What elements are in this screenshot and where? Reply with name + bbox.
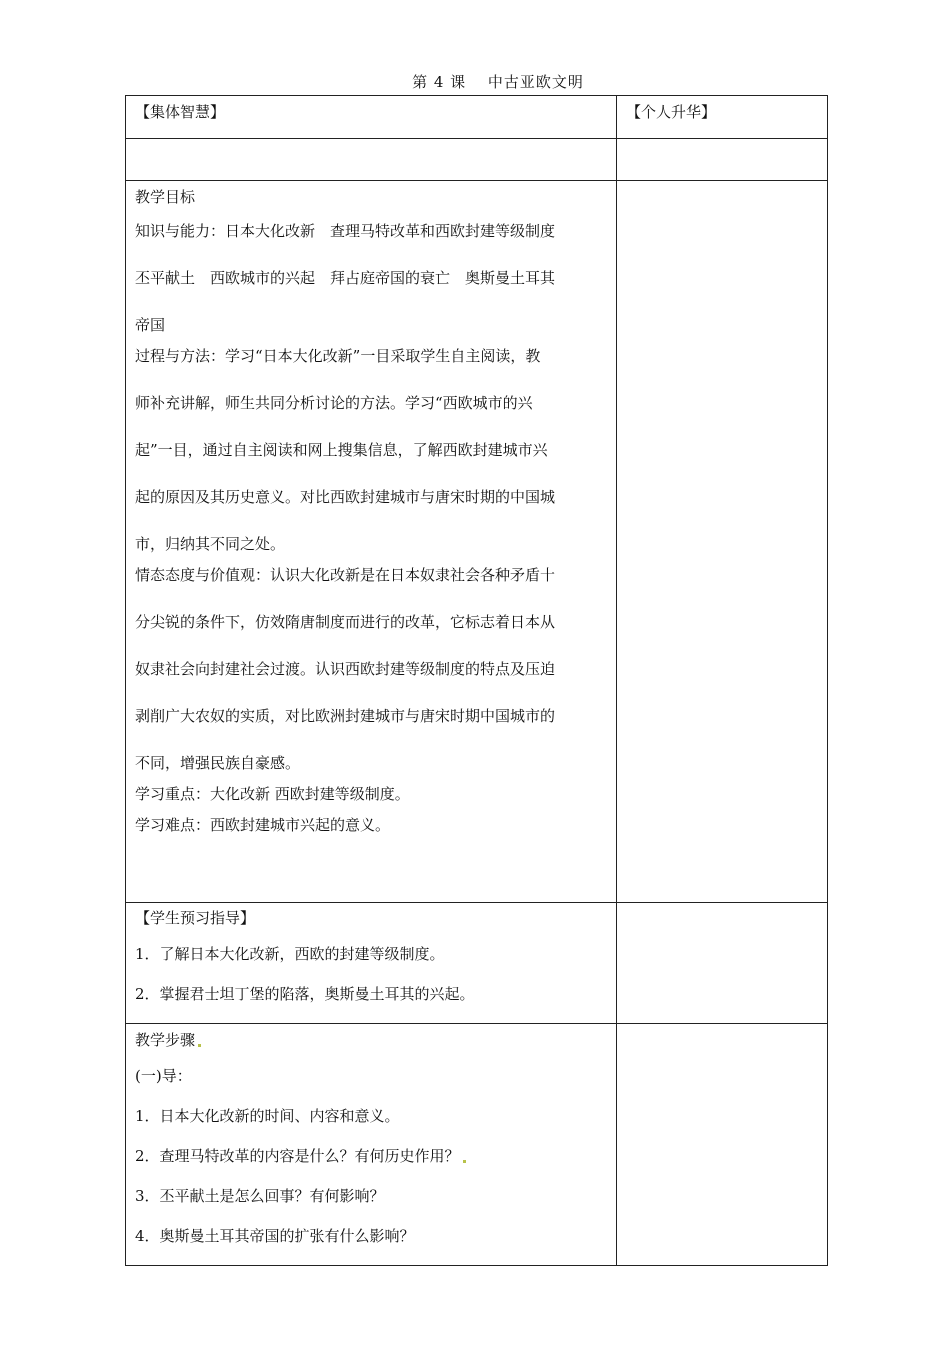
goal-line: 市，归纳其不同之处。 [135, 535, 286, 553]
preview-notes-cell [617, 903, 828, 1024]
goal-line: 过程与方法：学习“日本大化改新”一目采取学生自主阅读，教 [135, 347, 541, 365]
teaching-steps-cell [126, 1024, 617, 1266]
empty-cell-right [617, 139, 828, 181]
goal-line: 剥削广大农奴的实质，对比欧洲封建城市与唐宋时期中国城市的 [135, 707, 556, 725]
empty-row [126, 139, 828, 181]
goal-line: 丕平献土 西欧城市的兴起 拜占庭帝国的衰亡 奥斯曼土耳其 [135, 269, 556, 287]
difficult-point-line: 学习难点：西欧封建城市兴起的意义。 [135, 816, 391, 834]
lesson-table [125, 95, 828, 1266]
dot-mark-icon [463, 1160, 466, 1163]
preview-row [126, 903, 828, 1024]
goals-row [126, 181, 828, 903]
goal-line: 分尖锐的条件下，仿效隋唐制度而进行的改革，它标志着日本从 [135, 613, 556, 631]
goals-notes-cell [617, 181, 828, 903]
preview-item: 1．了解日本大化改新，西欧的封建等级制度。 [135, 945, 445, 963]
step-item: 1．日本大化改新的时间、内容和意义。 [135, 1107, 400, 1125]
goal-line: 奴隶社会向封建社会过渡。认识西欧封建等级制度的特点及压迫 [135, 660, 556, 678]
key-point-line: 学习重点：大化改新 西欧封建等级制度。 [135, 785, 410, 803]
preview-item: 2．掌握君士坦丁堡的陷落，奥斯曼土耳其的兴起。 [135, 985, 475, 1003]
empty-cell-left [126, 139, 617, 181]
teaching-goals-heading: 教学目标 [135, 188, 196, 206]
goal-line: 帝国 [135, 316, 166, 334]
personal-growth-header: 【个人升华】 [617, 96, 828, 139]
page-title: 第 4 课 中古亚欧文明 [412, 73, 584, 91]
steps-row [126, 1024, 828, 1266]
header-row [126, 96, 828, 139]
teaching-goals-cell [126, 181, 617, 903]
teaching-steps-heading: 教学步骤 [135, 1030, 607, 1050]
goal-line: 起”一目，通过自主阅读和网上搜集信息，了解西欧封建城市兴 [135, 441, 548, 459]
goal-line: 情态态度与价值观：认识大化改新是在日本奴隶社会各种矛盾十 [135, 566, 556, 584]
goal-line: 不同，增强民族自豪感。 [135, 754, 301, 772]
steps-notes-cell [617, 1024, 828, 1266]
goal-line: 起的原因及其历史意义。对比西欧封建城市与唐宋时期的中国城 [135, 488, 556, 506]
steps-subheading: (一)导： [135, 1067, 192, 1085]
step-item: 3．丕平献土是怎么回事？有何影响？ [135, 1187, 385, 1205]
goal-line: 师补充讲解，师生共同分析讨论的方法。学习“西欧城市的兴 [135, 394, 533, 412]
preview-guide-cell [126, 903, 617, 1024]
step-item: 2．查理马特改革的内容是什么？有何历史作用？ [135, 1146, 607, 1166]
collective-wisdom-header: 【集体智慧】 [126, 96, 617, 139]
step-item: 4．奥斯曼土耳其帝国的扩张有什么影响？ [135, 1227, 415, 1245]
dot-mark-icon [198, 1044, 201, 1047]
goal-line: 知识与能力：日本大化改新 查理马特改革和西欧封建等级制度 [135, 222, 556, 240]
preview-guide-heading: 【学生预习指导】 [135, 909, 256, 927]
